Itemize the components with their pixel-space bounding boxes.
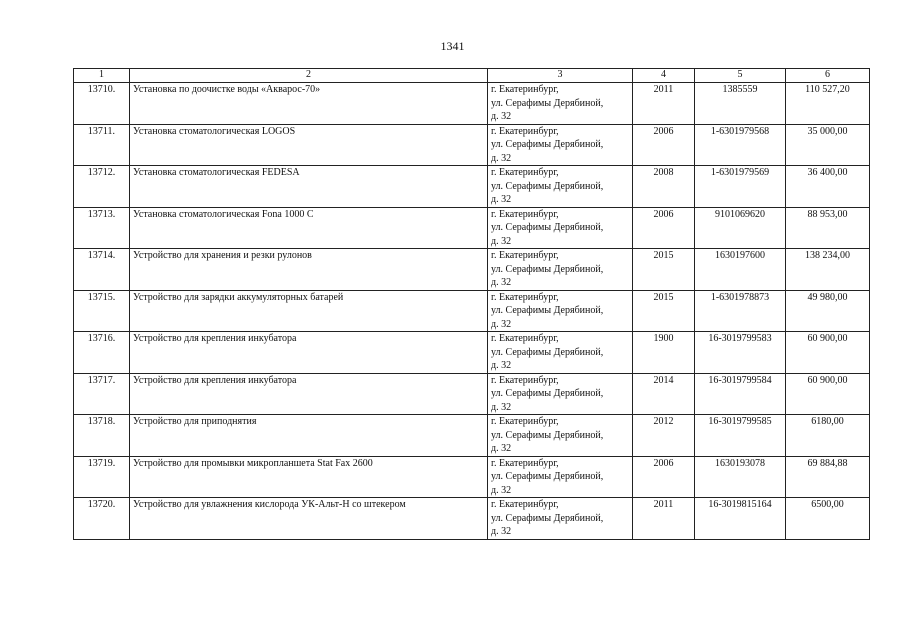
table-row — [74, 332, 870, 374]
item-year: 2012 — [633, 415, 695, 457]
item-cost: 35 000,00 — [786, 124, 870, 166]
item-cost: 6180,00 — [786, 415, 870, 457]
address-line: г. Екатеринбург, — [491, 125, 559, 137]
address-line: ул. Серафимы Дерябиной, — [491, 429, 604, 441]
item-year: 2011 — [633, 83, 695, 125]
item-cost: 60 900,00 — [786, 373, 870, 415]
row-number: 13714. — [74, 249, 130, 291]
address-line: д. 32 — [491, 484, 512, 496]
address-line: г. Екатеринбург, — [491, 291, 559, 303]
address-line: г. Екатеринбург, — [491, 499, 559, 510]
item-name: Устройство для хранения и резки рулонов — [130, 249, 488, 291]
address-line: д. 32 — [491, 526, 512, 537]
row-number: 13717. — [74, 373, 130, 415]
address-line: ул. Серафимы Дерябиной, — [491, 471, 604, 482]
item-inventory-number: 1630193078 — [695, 456, 786, 498]
row-number: 13718. — [74, 415, 130, 457]
item-name: Устройство для крепления инкубатора — [130, 332, 488, 374]
column-header: 3 — [488, 69, 633, 83]
address-line: д. 32 — [491, 111, 512, 122]
address-line: ул. Серафимы Дерябиной, — [491, 180, 604, 192]
item-inventory-number: 9101069620 — [695, 207, 786, 249]
item-cost: 110 527,20 — [786, 83, 870, 125]
item-name: Установка стоматологическая LOGOS — [130, 124, 488, 166]
column-header: 4 — [633, 69, 695, 83]
row-number: 13713. — [74, 207, 130, 249]
item-year: 2008 — [633, 166, 695, 208]
item-cost: 88 953,00 — [786, 207, 870, 249]
item-year: 2011 — [633, 498, 695, 540]
address-line: д. 32 — [491, 401, 512, 413]
row-number: 13712. — [74, 166, 130, 208]
address-line: ул. Серафимы Дерябиной, — [491, 388, 604, 399]
item-cost: 36 400,00 — [786, 166, 870, 208]
address-line: г. Екатеринбург, — [491, 208, 559, 220]
property-table — [73, 68, 870, 540]
table-row — [74, 456, 870, 498]
address-line: ул. Серафимы Дерябиной, — [491, 222, 604, 233]
item-inventory-number: 1385559 — [695, 83, 786, 125]
address-line: д. 32 — [491, 443, 512, 454]
item-address — [488, 456, 633, 498]
address-line: ул. Серафимы Дерябиной, — [491, 139, 604, 150]
item-address — [488, 166, 633, 208]
table-row — [74, 249, 870, 291]
item-year: 2006 — [633, 456, 695, 498]
item-year: 2006 — [633, 207, 695, 249]
item-cost: 138 234,00 — [786, 249, 870, 291]
item-inventory-number: 16-3019815164 — [695, 498, 786, 540]
row-number: 13720. — [74, 498, 130, 540]
address-line: г. Екатеринбург, — [491, 457, 559, 469]
address-line: г. Екатеринбург, — [491, 84, 559, 95]
row-number: 13710. — [74, 83, 130, 125]
address-line: ул. Серафимы Дерябиной, — [491, 97, 604, 109]
item-address — [488, 83, 633, 125]
address-line: ул. Серафимы Дерябиной, — [491, 346, 604, 358]
table-row — [74, 166, 870, 208]
item-inventory-number: 1-6301979568 — [695, 124, 786, 166]
item-address — [488, 415, 633, 457]
table-row — [74, 207, 870, 249]
item-name: Устройство для приподнятия — [130, 415, 488, 457]
table-row — [74, 124, 870, 166]
item-name: Установка по доочистке воды «Акварос-70» — [130, 83, 488, 125]
row-number: 13711. — [74, 124, 130, 166]
row-number: 13719. — [74, 456, 130, 498]
table-row — [74, 415, 870, 457]
table-header-row — [74, 69, 870, 83]
item-cost: 69 884,88 — [786, 456, 870, 498]
item-year: 2014 — [633, 373, 695, 415]
column-header: 5 — [695, 69, 786, 83]
item-cost: 6500,00 — [786, 498, 870, 540]
table-row — [74, 83, 870, 125]
item-address — [488, 498, 633, 540]
item-name: Устройство для промывки микропланшета Stat Fax 2600 — [130, 456, 488, 498]
column-header: 6 — [786, 69, 870, 83]
row-number: 13716. — [74, 332, 130, 374]
item-address — [488, 207, 633, 249]
page-number: 1341 — [440, 39, 465, 53]
table-row — [74, 290, 870, 332]
table-body — [74, 83, 870, 540]
item-name: Устройство для увлажнения кислорода УК-Альт-Н со штекером — [130, 498, 488, 540]
address-line: г. Екатеринбург, — [491, 250, 559, 261]
address-line: д. 32 — [491, 318, 512, 330]
item-cost: 60 900,00 — [786, 332, 870, 374]
row-number: 13715. — [74, 290, 130, 332]
item-year: 2006 — [633, 124, 695, 166]
table-row — [74, 498, 870, 540]
address-line: д. 32 — [491, 194, 512, 205]
item-name: Установка стоматологическая Fona 1000 C — [130, 207, 488, 249]
item-inventory-number: 1-6301978873 — [695, 290, 786, 332]
column-header: 2 — [130, 69, 488, 83]
address-line: ул. Серафимы Дерябиной, — [491, 263, 604, 275]
address-line: ул. Серафимы Дерябиной, — [491, 512, 604, 524]
address-line: г. Екатеринбург, — [491, 167, 559, 178]
item-address — [488, 124, 633, 166]
address-line: г. Екатеринбург, — [491, 374, 559, 386]
item-year: 2015 — [633, 290, 695, 332]
item-year: 2015 — [633, 249, 695, 291]
address-line: ул. Серафимы Дерябиной, — [491, 305, 604, 316]
column-header: 1 — [74, 69, 130, 83]
address-line: г. Екатеринбург, — [491, 333, 559, 344]
item-name: Устройство для зарядки аккумуляторных батарей — [130, 290, 488, 332]
address-line: д. 32 — [491, 277, 512, 288]
address-line: д. 32 — [491, 360, 512, 371]
item-inventory-number: 16-3019799585 — [695, 415, 786, 457]
item-inventory-number: 1-6301979569 — [695, 166, 786, 208]
item-address — [488, 290, 633, 332]
item-year: 1900 — [633, 332, 695, 374]
item-address — [488, 332, 633, 374]
item-name: Установка стоматологическая FEDESA — [130, 166, 488, 208]
item-name: Устройство для крепления инкубатора — [130, 373, 488, 415]
item-inventory-number: 1630197600 — [695, 249, 786, 291]
address-line: д. 32 — [491, 152, 512, 164]
item-address — [488, 249, 633, 291]
address-line: д. 32 — [491, 235, 512, 247]
item-inventory-number: 16-3019799583 — [695, 332, 786, 374]
item-address — [488, 373, 633, 415]
table-row — [74, 373, 870, 415]
item-cost: 49 980,00 — [786, 290, 870, 332]
item-inventory-number: 16-3019799584 — [695, 373, 786, 415]
address-line: г. Екатеринбург, — [491, 416, 559, 427]
